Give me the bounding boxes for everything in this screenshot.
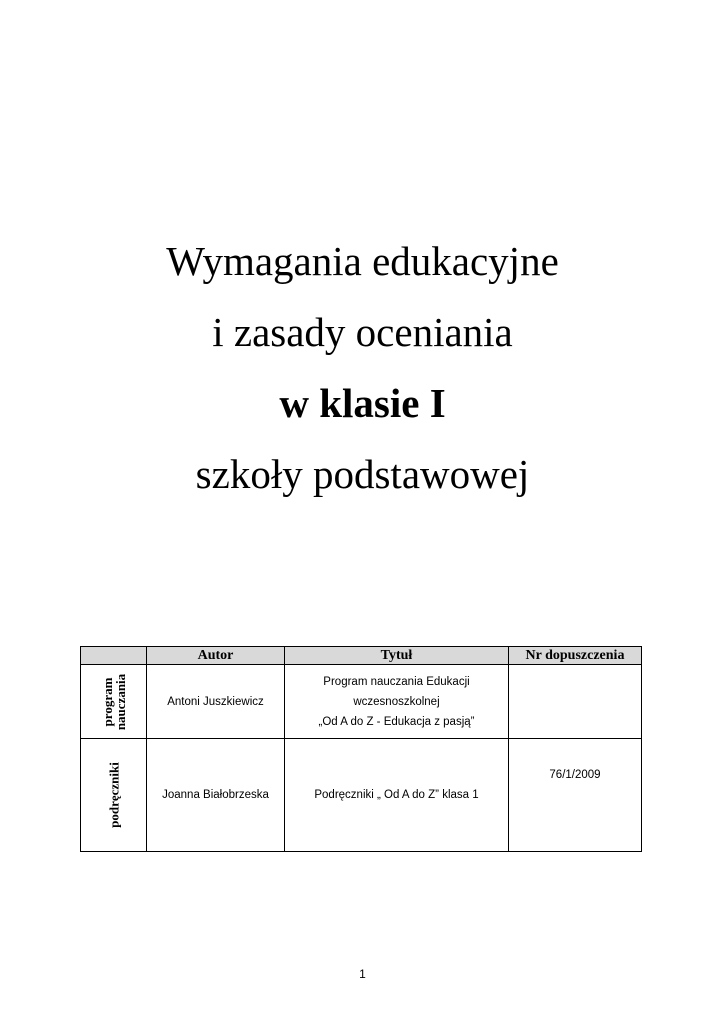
row-category-cell [81, 739, 147, 852]
title-line-4: szkoły podstawowej [195, 451, 530, 497]
document-title [0, 226, 725, 510]
title-cell-line: Program nauczania Edukacji [323, 675, 470, 688]
header-author: Autor [147, 647, 285, 665]
approval-number-cell: 76/1/2009 [509, 739, 642, 852]
header-approval-number: Nr dopuszczenia [509, 647, 642, 665]
title-cell [285, 739, 509, 852]
title-cell [285, 665, 509, 739]
page-number: 1 [359, 967, 366, 981]
row-category-label [101, 673, 127, 729]
title-cell-line: wczesnoszkolnej [353, 695, 440, 708]
row-category-label [107, 762, 120, 828]
program-books-table [80, 646, 642, 852]
author-cell: Antoni Juszkiewicz [147, 665, 285, 739]
row-category-cell [81, 665, 147, 739]
category-label-line: podręczniki [106, 762, 121, 828]
category-label-line: program [99, 677, 115, 726]
table-row [81, 665, 642, 739]
header-title: Tytuł [285, 647, 509, 665]
table-row [81, 739, 642, 852]
approval-number-cell [509, 665, 642, 739]
title-line-1: Wymagania edukacyjne [166, 238, 559, 284]
category-label-line: nauczania [112, 673, 128, 730]
title-line-2: i zasady oceniania [212, 309, 513, 355]
table-header-row [81, 647, 642, 665]
title-line-3: w klasie I [279, 380, 446, 426]
title-cell-line: „Od A do Z - Edukacja z pasją” [318, 715, 475, 728]
author-cell: Joanna Białobrzeska [147, 739, 285, 852]
header-empty-cell [81, 647, 147, 665]
title-cell-line: Podręczniki „ Od A do Z” klasa 1 [314, 789, 479, 801]
